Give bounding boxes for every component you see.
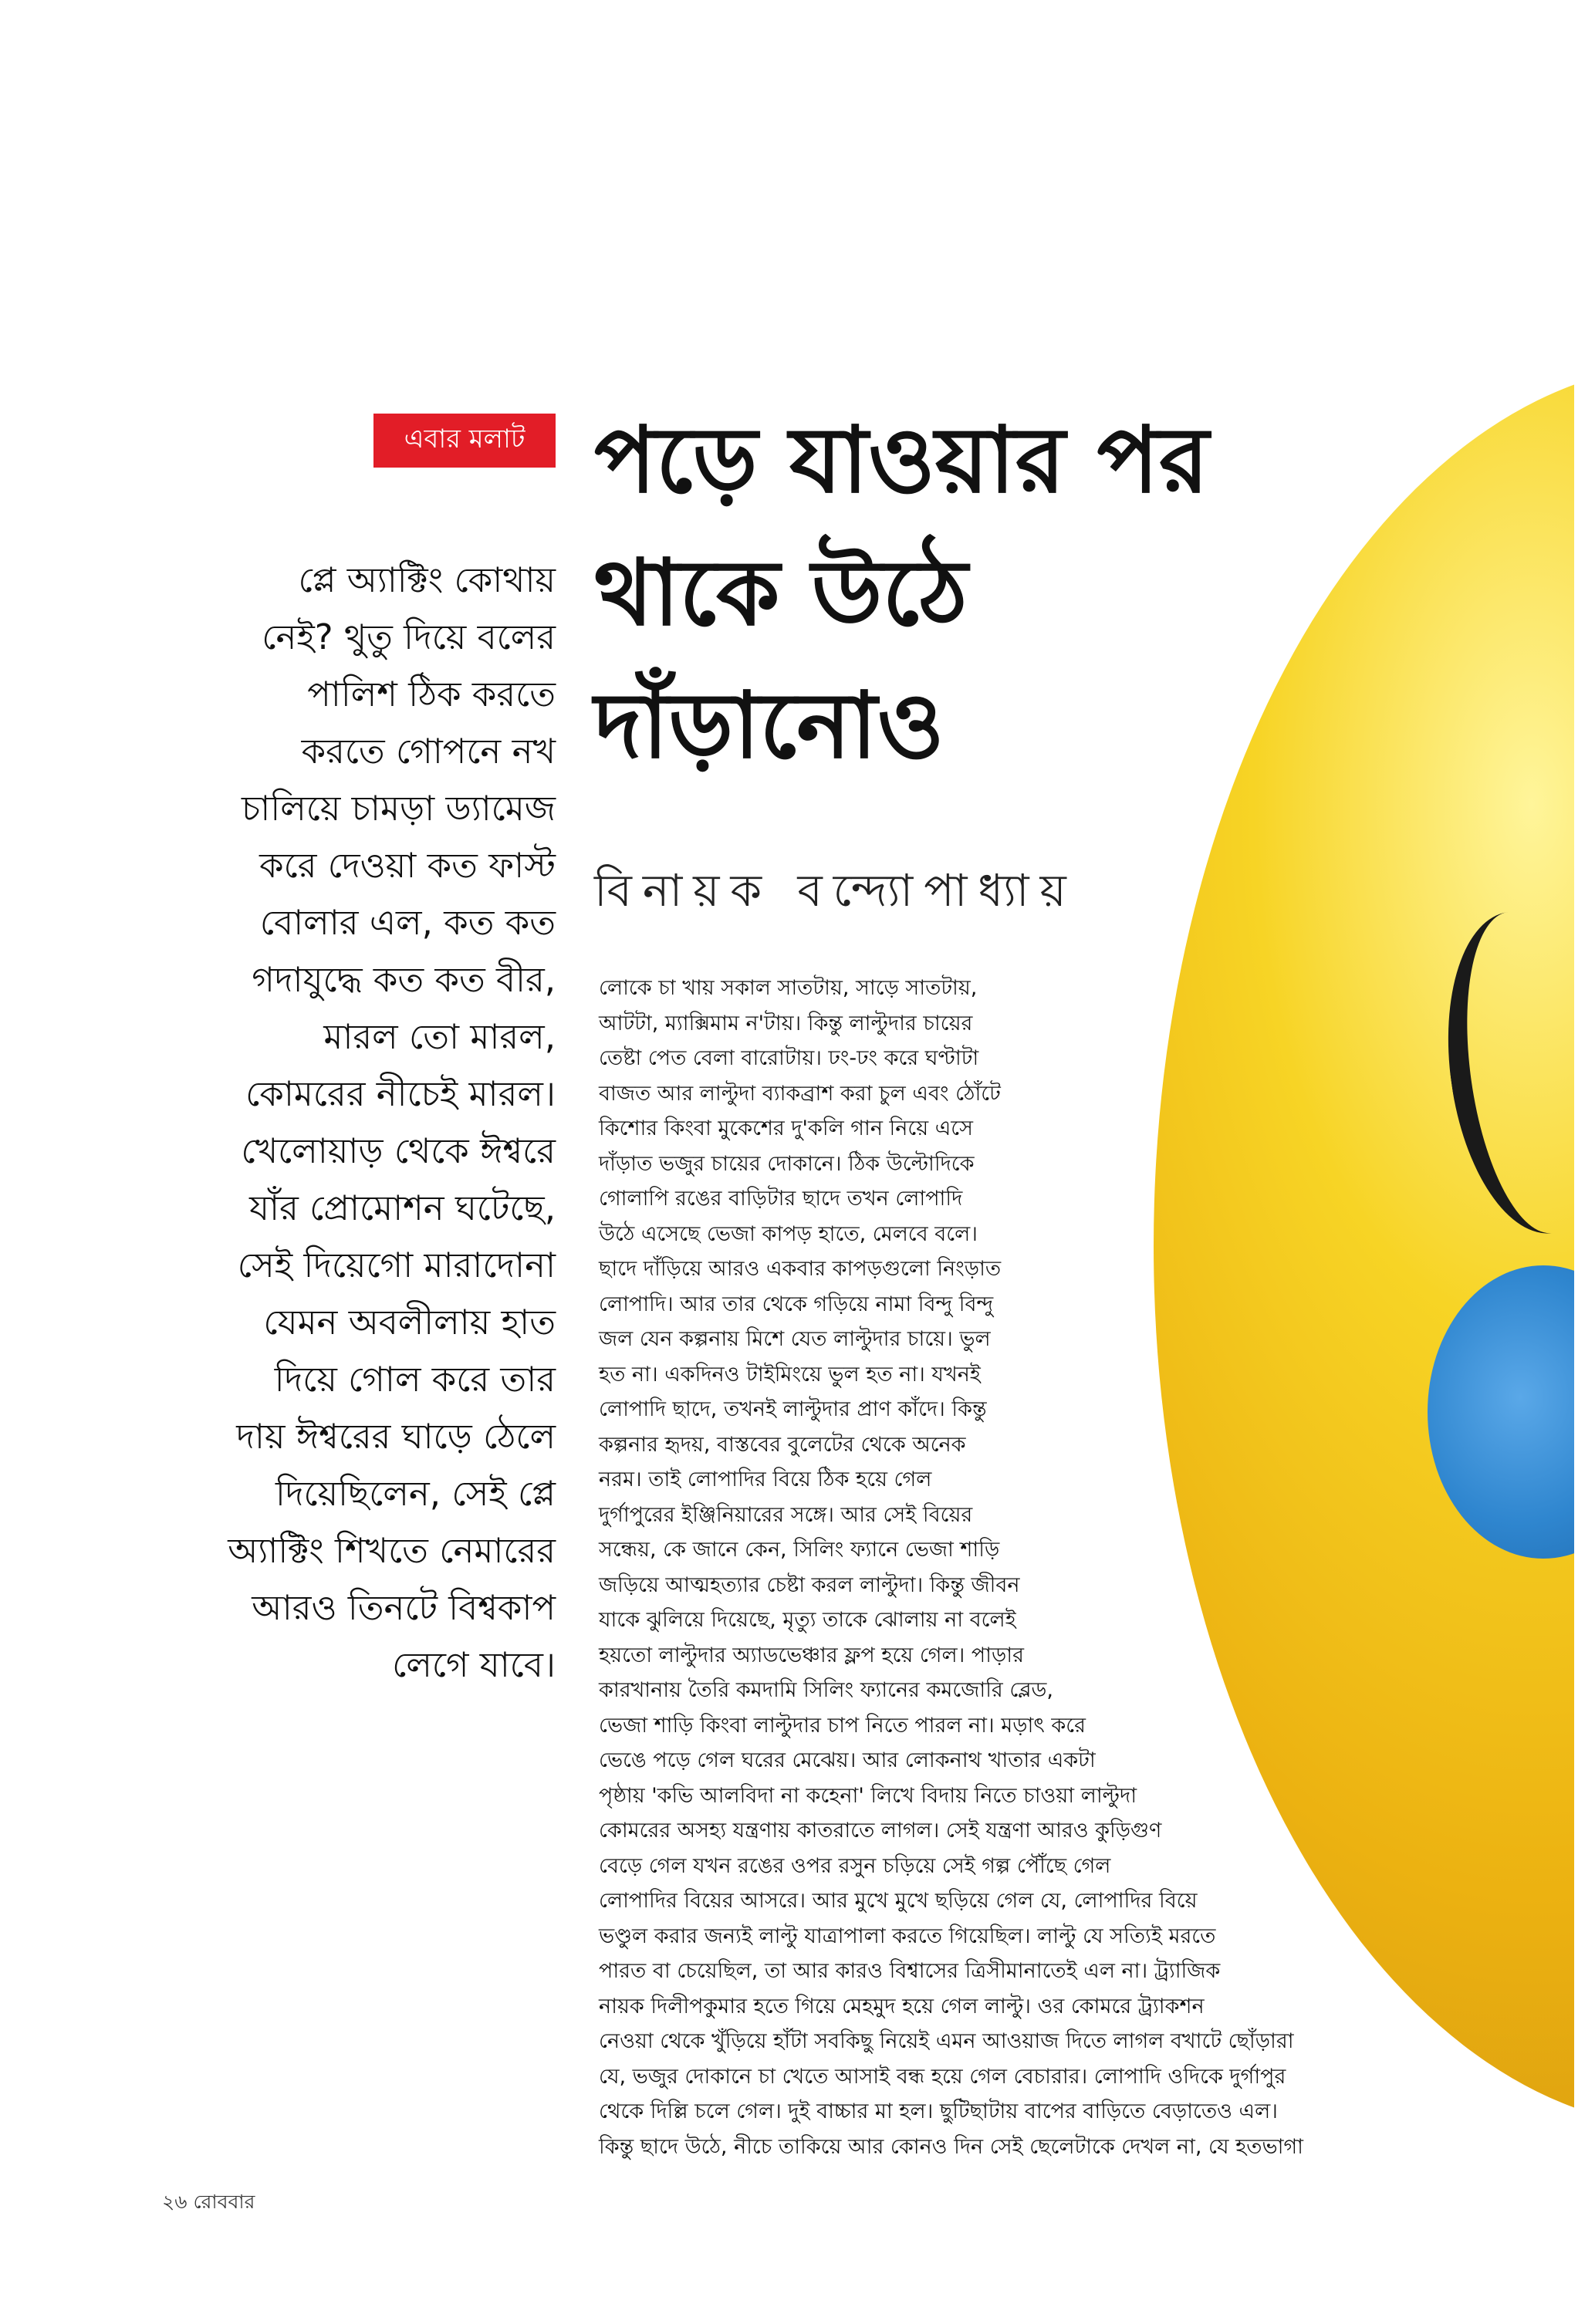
page-edge [1574, 363, 1595, 2130]
body-line: নরম। তাই লোপাদির বিয়ে ঠিক হয়ে গেল [599, 1468, 932, 1491]
quote-line: প্লে অ্যাক্টিং কোথায় [298, 559, 556, 600]
quote-line: মারল তো মারল, [323, 1016, 556, 1057]
body-line: পৃষ্ঠায় 'কভি আলবিদা না কহেনা' লিখে বিদায় নিতে চাওয়া লাল্টুদা [599, 1783, 1137, 1808]
byline: বিনায়ক বন্দ্যোপাধ্যায় [594, 864, 1077, 917]
quote-line: যাঁর প্রোমোশন ঘটেছে, [249, 1187, 556, 1228]
body-line: তেষ্টা পেত বেলা বারোটায়। ঢং-ঢং করে ঘণ্টাটা [599, 1046, 979, 1070]
body-line: হয়তো লাল্টুদার অ্যাডভেঞ্চার ফ্লপ হয়ে গেল। পাড়ার [599, 1643, 1024, 1667]
quote-line: নেই? থুতু দিয়ে বলের [262, 616, 556, 657]
headline [594, 394, 1482, 792]
body-line: আটটা, ম্যাক্সিমাম ন'টায়। কিন্তু লাল্টুদার চায়ের [599, 1011, 973, 1035]
quote-line: পালিশ ঠিক করতে [307, 674, 556, 714]
quote-line: চালিয়ে চামড়া ড্যামেজ [242, 788, 556, 829]
headline-line: থাকে উঠে [594, 539, 968, 646]
body-line: কল্পনার হৃদয়, বাস্তবের বুলেটের থেকে অনেক [599, 1432, 966, 1457]
body-line: হত না। একদিনও টাইমিংয়ে ভুল হত না। যখনই [599, 1362, 981, 1387]
body-line: কারখানায় তৈরি কমদামি সিলিং ফ্যানের কমজোরি ব্লেড, [599, 1678, 1053, 1702]
page-folio: ২৬ রোববার [162, 2191, 255, 2213]
body-line: লোপাদি ছাদে, তখনই লাল্টুদার প্রাণ কাঁদে। কিন্তু [599, 1397, 987, 1421]
quote-line: দিয়ে গোল করে তার [274, 1359, 556, 1400]
body-line: লোকে চা খায় সকাল সাতটায়, সাড়ে সাতটায়, [599, 976, 978, 1000]
body-line: উঠে এসেছে ভেজা কাপড় হাতে, মেলবে বলে। [599, 1221, 978, 1246]
body-line: গোলাপি রঙের বাড়িটার ছাদে তখন লোপাদি [599, 1187, 963, 1211]
body-line: বাজত আর লাল্টুদা ব্যাকব্রাশ করা চুল এবং ঠোঁটে [599, 1081, 1001, 1106]
body-line: সন্ধেয়, কে জানে কেন, সিলিং ফ্যানে ভেজা শাড়ি [599, 1538, 1000, 1562]
quote-line: গদাযুদ্ধে কত কত বীর, [252, 959, 556, 1000]
body-line: ভেঙে পড়ে গেল ঘরের মেঝেয়। আর লোকনাথ খাতার একটা [599, 1748, 1096, 1772]
section-tag: এবার মলাট [373, 414, 556, 468]
body-line: যাকে ঝুলিয়ে দিয়েছে, মৃত্যু তাকে ঝোলায় না বলেই [599, 1608, 1016, 1632]
headline-line: পড়ে যাওয়ার পর [594, 407, 1209, 513]
body-line: পারত বা চেয়েছিল, তা আর কারও বিশ্বাসের ত্রিসীমানাতেই এল না। ট্র্যাজিক [599, 1959, 1221, 1983]
quote-line: যেমন অবলীলায় হাত [263, 1302, 556, 1343]
pull-quote [147, 552, 556, 1694]
quote-line: করে দেওয়া কত ফাস্ট [259, 845, 556, 886]
body-line: ভেজা শাড়ি কিংবা লাল্টুদার চাপ নিতে পারল না। মড়াৎ করে [599, 1713, 1086, 1738]
article-body [599, 971, 1525, 2164]
headline-line: দাঁড়ানোও [594, 672, 944, 779]
body-line: নায়ক দিলীপকুমার হতে গিয়ে মেহমুদ হয়ে গেল লাল্টু। ওর কোমরে ট্র্যাকশন [599, 1994, 1205, 2018]
body-line: জল যেন কল্পনায় মিশে যেত লাল্টুদার চায়ে। ভুল [599, 1327, 991, 1351]
quote-line: করতে গোপনে নখ [301, 731, 556, 772]
body-line: ভণ্ডুল করার জন্যই লাল্টু যাত্রাপালা করতে গিয়েছিল। লাল্টু যে সত্যিই মরতে [599, 1924, 1216, 1948]
body-line: নেওয়া থেকে খুঁড়িয়ে হাঁটা সবকিছু নিয়েই এমন আওয়াজ দিতে লাগল বখাটে ছোঁড়ারা [599, 2029, 1294, 2053]
quote-line: বোলার এল, কত কত [259, 902, 556, 943]
quote-line: অ্যাক্টিং শিখতে নেমারের [228, 1530, 556, 1571]
body-line: দুর্গাপুরের ইঞ্জিনিয়ারের সঙ্গে। আর সেই বিয়ের [599, 1502, 973, 1527]
body-line: লোপাদির বিয়ের আসরে। আর মুখে মুখে ছড়িয়ে গেল যে, লোপাদির বিয়ে [599, 1889, 1198, 1913]
body-line: লোপাদি। আর তার থেকে গড়িয়ে নামা বিন্দু বিন্দু [599, 1292, 994, 1316]
quote-line: লেগে যাবে। [392, 1644, 556, 1685]
body-line: কিন্তু ছাদে উঠে, নীচে তাকিয়ে আর কোনও দিন সেই ছেলেটাকে দেখল না, যে হতভাগা [599, 2134, 1304, 2159]
quote-line: কোমরের নীচেই মারল। [245, 1073, 556, 1114]
quote-line: দায় ঈশ্বরের ঘাড়ে ঠেলে [236, 1416, 556, 1457]
quote-line: সেই দিয়েগো মারাদোনা [237, 1245, 556, 1285]
body-line: কিশোর কিংবা মুকেশের দু'কলি গান নিয়ে এসে [599, 1116, 973, 1140]
body-line: থেকে দিল্লি চলে গেল। দুই বাচ্চার মা হল। ছুটিছাটায় বাপের বাড়িতে বেড়াতেও এল। [599, 2099, 1278, 2123]
body-line: যে, ভজুর দোকানে চা খেতে আসাই বন্ধ হয়ে গেল বেচারার। লোপাদি ওদিকে দুর্গাপুর [599, 2064, 1286, 2089]
body-line: ছাদে দাঁড়িয়ে আরও একবার কাপড়গুলো নিংড়াত [599, 1257, 1002, 1281]
quote-line: দিয়েছিলেন, সেই প্লে [275, 1473, 556, 1514]
quote-line: আরও তিনটে বিশ্বকাপ [252, 1587, 556, 1628]
body-line: জড়িয়ে আত্মহত্যার চেষ্টা করল লাল্টুদা। কিন্তু জীবন [599, 1572, 1020, 1597]
quote-line: খেলোয়াড় থেকে ঈশ্বরে [241, 1130, 556, 1171]
body-line: দাঁড়াত ভজুর চায়ের দোকানে। ঠিক উল্টোদিকে [599, 1151, 975, 1176]
body-line: বেড়ে গেল যখন রঙের ওপর রসুন চড়িয়ে সেই গল্প পৌঁছে গেল [599, 1853, 1111, 1878]
body-line: কোমরের অসহ্য যন্ত্রণায় কাতরাতে লাগল। সেই যন্ত্রণা আরও কুড়িগুণ [599, 1819, 1162, 1843]
